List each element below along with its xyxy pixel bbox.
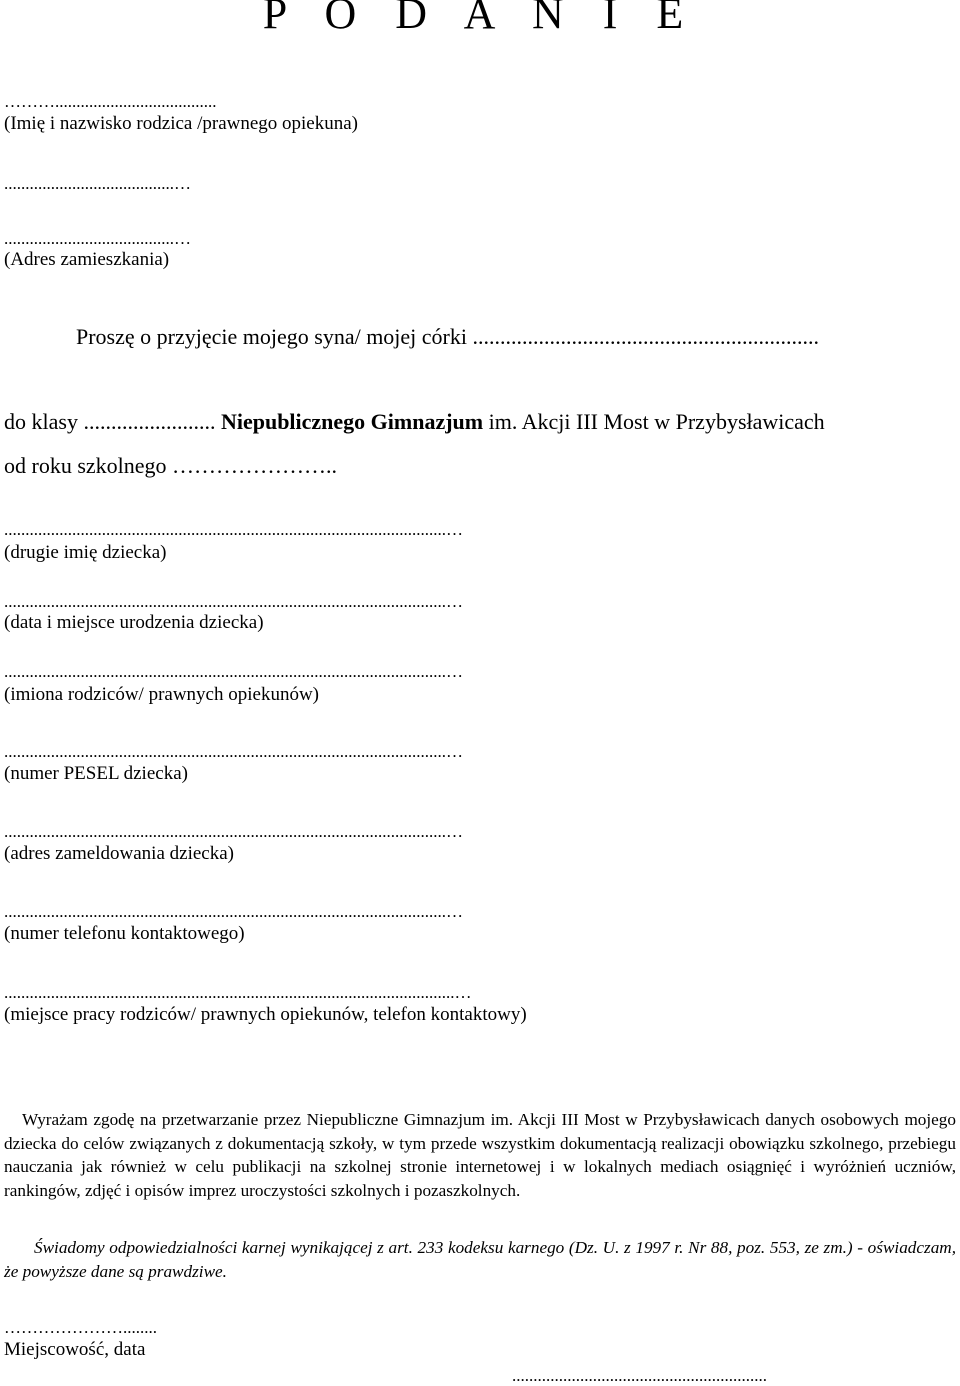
place-date-label: Miejscowość, data <box>4 1339 146 1360</box>
field-dots[interactable]: ........................................................................................................… <box>4 902 463 921</box>
field-label: (adres zameldowania dziecka) <box>4 843 234 864</box>
field-label: (miejsce pracy rodziców/ prawnych opiekunów, telefon kontaktowy) <box>4 1004 527 1025</box>
place-date-field[interactable]: …………………........ <box>4 1318 157 1337</box>
declaration-paragraph <box>4 1236 956 1283</box>
field-dots[interactable]: ........................................................................................................… <box>4 592 463 611</box>
declaration-text: Świadomy odpowiedzialności karnej wynikającej z art. 233 kodeksu karnego (Dz. U. z 1997 r. Nr 88, poz. 553, ze zm.) - oświadczam, że powyższe dane są prawdziwe. <box>4 1238 956 1281</box>
address-field-line-1[interactable]: ........................................… <box>4 174 191 193</box>
request-class-text: do klasy ........................ <box>4 409 221 434</box>
field-dots[interactable]: ..........................................................................................................… <box>4 983 472 1002</box>
school-patron-text: im. Akcji III Most w Przybysławicach <box>483 409 825 434</box>
field-label: (numer telefonu kontaktowego) <box>4 923 245 944</box>
parent-name-label: (Imię i nazwisko rodzica /prawnego opiekuna) <box>4 113 359 134</box>
field-dots[interactable]: ........................................................................................................… <box>4 742 463 761</box>
field-dots[interactable]: ........................................................................................................… <box>4 662 463 681</box>
request-line-2 <box>4 409 825 435</box>
page-title: P O D A N I E <box>262 0 698 38</box>
field-dots[interactable]: ........................................................................................................… <box>4 520 463 539</box>
consent-paragraph <box>4 1108 956 1202</box>
request-line-1: Proszę o przyjęcie mojego syna/ mojej córki ............................................................... <box>76 324 819 349</box>
address-label: (Adres zamieszkania) <box>4 249 170 270</box>
school-name: Niepublicznego Gimnazjum <box>220 409 484 434</box>
address-field-line-2[interactable]: ........................................… <box>4 229 191 248</box>
request-line-3: od roku szkolnego ………………….. <box>4 453 338 478</box>
field-label: (numer PESEL dziecka) <box>4 763 188 784</box>
field-label: (data i miejsce urodzenia dziecka) <box>4 612 264 633</box>
signature-field[interactable]: ............................................................ <box>512 1366 767 1385</box>
consent-text: Wyrażam zgodę na przetwarzanie przez Niepubliczne Gimnazjum im. Akcji III Most w Przybysławicach danych osobowych mojego dziecka do celów związanych z dokumentacją szkoły, w tym przede wszystkim dokumentacją realizacji obowiązku szkolnego, przebiegu nauczania jak również w celu publikacji na szkolnej stronie internetowej i w lokalnych mediach osiągnięć i wyróżnień uczniów, rankingów, zdjęć i opisów imprez uroczystości szkolnych i pozaszkolnych. <box>4 1110 956 1200</box>
field-dots[interactable]: ........................................................................................................… <box>4 822 463 841</box>
parent-name-field[interactable]: ………...................................... <box>4 92 217 111</box>
field-label: (drugie imię dziecka) <box>4 542 167 563</box>
field-label: (imiona rodziców/ prawnych opiekunów) <box>4 684 319 705</box>
